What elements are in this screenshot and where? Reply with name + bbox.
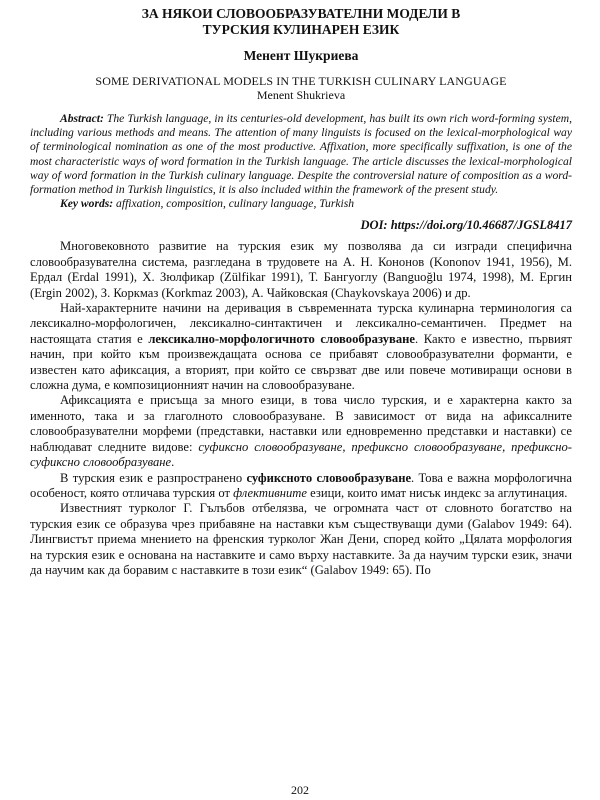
body-text [30, 239, 572, 578]
page-number: 202 [291, 783, 309, 797]
paragraph-4-text-a: В турския език е разпространено [60, 470, 247, 485]
abstract-text: The Turkish language, in its centuries-old development, has built its own rich word-forming system, including various methods and means. The attention of many linguists is focused on the lexical-morphological way of terminological nomination as one of the most productive. Affixation, more specifically suffixation, is one of the most characteristic ways of word formation in the Turkish language. The article discusses the lexical-morphological way of word formation in the Turkish culinary language. Despite the controversial nature of composition as a word-formation method in Turkish linguistics, it is also included within the framework of the present study. [30, 112, 572, 197]
paragraph-2-bold-term: лексикално-морфологичното словообразуване [148, 331, 416, 346]
abstract-label: Abstract: [60, 112, 104, 125]
title-english: SOME DERIVATIONAL MODELS IN THE TURKISH CULINARY LANGUAGE [95, 74, 507, 88]
paragraph-3-italic-terms: суфиксно словообразуване, префиксно словообразуване, префиксно-суфиксно словообразуване [30, 439, 572, 470]
title-bulgarian-line-1: ЗА НЯКОИ СЛОВООБРАЗУВАТЕЛНИ МОДЕЛИ В [141, 6, 461, 21]
paragraph-4-text-b: . Това е важна морфологична особеност, която отличава турския от [30, 470, 572, 500]
title-bulgarian [30, 6, 572, 38]
paragraph-4-bold-term: суфиксното словообразуване [246, 470, 412, 485]
paragraph-4 [30, 471, 572, 502]
abstract [30, 112, 572, 197]
author-bulgarian: Менент Шукриева [243, 48, 359, 63]
paragraph-1: Многовековното развитие на турския език му позволява да си изгради специфична словообразувателна система, разгледана в трудовете на А. Н. Кононов (Kononov 1941, 1956), М. Ердал (Erdal 1991), Х. Зюлфикар (Zülfikar 1991), Т. Бангуоглу (Banguoğlu 1974, 1998), М. Ергин (Ergin 2002), З. Коркмаз (Korkmaz 2003), А. Чайковская (Chaykovskaya 2006) и др. [30, 239, 572, 300]
paragraph-2-text-a: Най-характерните начини на деривация в съвременната турска кулинарна терминология са лексикално-морфологичен, лексикално-синтактичен и лексикално-семантичен. Предмет на настоящата статия е [30, 301, 572, 346]
keywords [60, 197, 572, 211]
paragraph-3 [30, 393, 572, 470]
paragraph-2 [30, 301, 572, 393]
paragraph-3-text-b: . [171, 455, 175, 470]
author-english: Menent Shukrieva [256, 88, 346, 102]
paragraph-5: Известният турколог Г. Гълъбов отбелязва, че огромната част от словното богатство на турския език се образува чрез прибавяне на наставки към съществуващи думи (Galabov 1949: 64). Лингвистът приема мнението на френския турколог Жан Дени, според който „Цялата морфология на турския език е основана на наставките и само върху наставките. За да научим турски език, значи да научим как да боравим с наставките в този език“ (Galabov 1949: 65). По [30, 501, 572, 577]
paragraph-3-text-a: Афиксацията е присъща за много езици, в това число турския, и е характерна както за именното, така и за глаголното словообразуване. В зависимост от вида на афиксалните словообразувателни морфеми (представки, наставки или едновременно представки и наставки) се наблюдават следните видове: [30, 393, 572, 454]
keywords-text: affixation, composition, culinary language, Turkish [116, 197, 355, 211]
keywords-label: Key words: [60, 197, 114, 211]
paragraph-4-italic-term: флективните [233, 485, 307, 500]
doi-link[interactable]: DOI: https://doi.org/10.46687/JGSL8417 [360, 218, 572, 233]
paragraph-2-text-b: . Както е известно, първият начин, при който към произвеждащата основа се прибавят словообразувателни форманти, е известен като афиксация, а вторият, при който се свързват две или повече мотивиращи основи в сложна дума, е композиционният начин на словообразуване. [30, 331, 572, 393]
paragraph-4-text-c: езици, които имат нисък индекс за аглутинация. [306, 485, 568, 500]
title-bulgarian-line-2: ТУРСКИЯ КУЛИНАРЕН ЕЗИК [202, 22, 400, 37]
